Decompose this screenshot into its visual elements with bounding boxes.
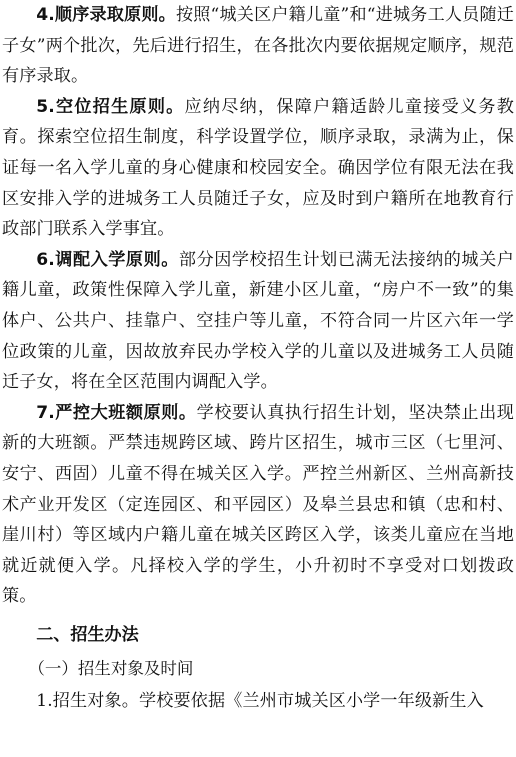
principle-6-paragraph bbox=[2, 245, 514, 398]
principle-5-body: 应纳尽纳，保障户籍适龄儿童接受义务教育。探索空位招生制度，科学设置学位，顺序录取，录满为止，保证每一名入学儿童的身心健康和校园安全。确因学位有限无法在我区安排入学的进城务工人员随迁子女，应及时到户籍所在地教育行政部门联系入学事宜。 bbox=[2, 96, 514, 240]
subsection-heading: （一）招生对象及时间 bbox=[28, 658, 194, 678]
principle-6-body: 部分因学校招生计划已满无法接纳的城关户籍儿童，政策性保障入学儿童，新建小区儿童，“房户不一致”的集体户、公共户、挂靠户、空挂户等儿童，不符合同一片区六年一学位政策的儿童，因故放弃民办学校入学的儿童以及进城务工人员随迁子女，将在全区范围内调配入学。 bbox=[2, 249, 514, 393]
principle-7-paragraph bbox=[2, 398, 514, 612]
item-1-paragraph: 1.招生对象。学校要依据《兰州市城关区小学一年级新生入 bbox=[36, 690, 484, 711]
principle-5-title: 5.空位招生原则。 bbox=[36, 96, 185, 117]
principle-7-title: 7.严控大班额原则。 bbox=[36, 402, 197, 423]
principle-4-title: 4.顺序录取原则。 bbox=[36, 5, 176, 25]
principle-7-body: 学校要认真执行招生计划，坚决禁止出现新的大班额。严禁违规跨区域、跨片区招生，城市三区（七里河、安宁、西固）儿童不得在城关区入学。严控兰州新区、兰州高新技术产业开发区（定连园区、和平园区）及皋兰县忠和镇（忠和村、崖川村）等区域内户籍儿童在城关区跨区入学，该类儿童应在当地就近就便入学。凡择校入学的学生，小升初时不享受对口划拨政策。 bbox=[2, 402, 514, 607]
principle-4-paragraph bbox=[2, 0, 514, 92]
principle-6-title: 6.调配入学原则。 bbox=[36, 249, 179, 270]
principle-5-paragraph bbox=[2, 92, 514, 245]
section-heading: 二、招生办法 bbox=[36, 624, 139, 645]
principle-4-body: 按照“城关区户籍儿童”和“进城务工人员随迁子女”两个批次，先后进行招生，在各批次内要依据规定顺序，规范有序录取。 bbox=[2, 5, 514, 87]
